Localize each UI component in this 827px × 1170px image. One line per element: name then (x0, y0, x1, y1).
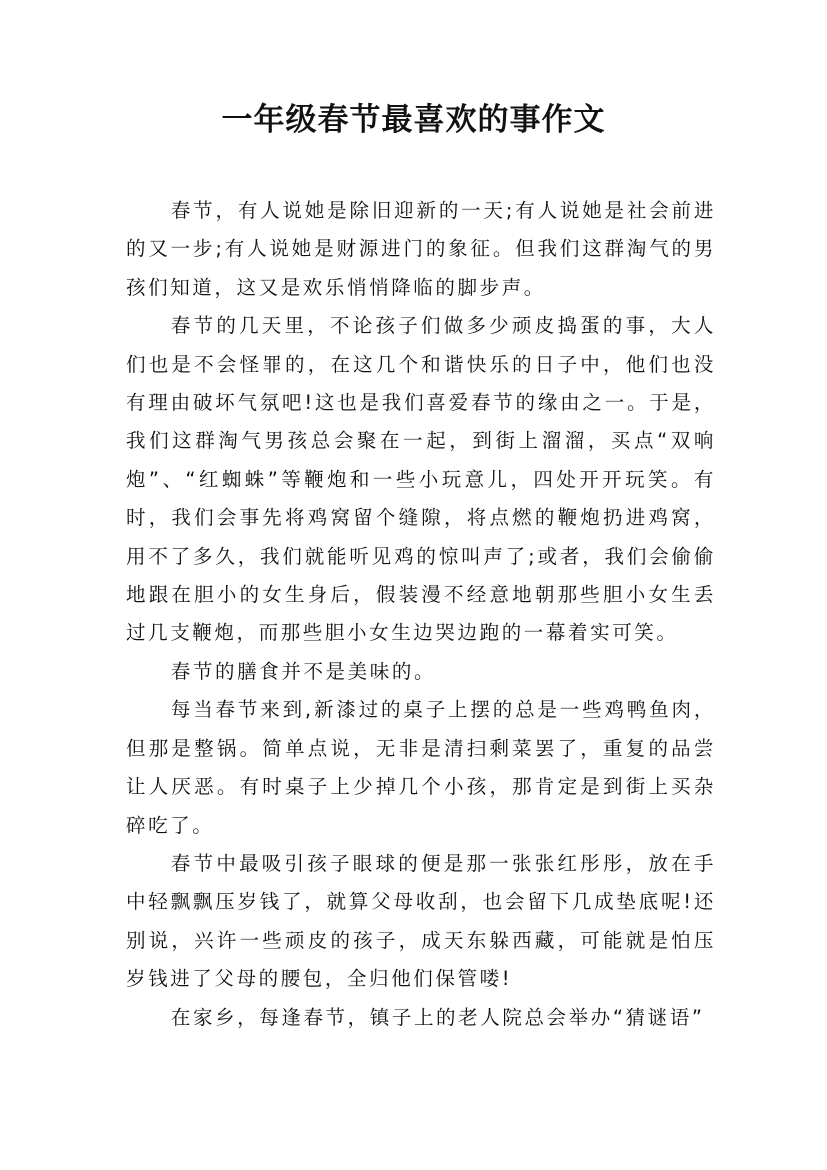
document-title: 一年级春节最喜欢的事作文 (221, 102, 606, 138)
paragraph: 春节，有人说她是除旧迎新的一天;有人说她是社会前进的又一步;有人说她是财源进门的象征。但我们这群淘气的男孩们知道，这又是欢乐悄悄降临的脚步声。 (126, 199, 716, 299)
paragraph: 在家乡，每逢春节，镇子上的老人院总会举办“猜谜语” (170, 1005, 705, 1029)
paragraph: 春节中最吸引孩子眼球的便是那一张张红彤彤，放在手中轻飘飘压岁钱了，就算父母收刮，也会留下几成垫底呢!还别说，兴许一些顽皮的孩子，成天东躲西藏，可能就是怕压岁钱进了父母的腰包，全归他们保管喽! (126, 851, 716, 991)
document-body (126, 192, 716, 1037)
paragraph: 春节的膳食并不是美味的。 (170, 659, 437, 683)
paragraph: 每当春节来到,新漆过的桌子上摆的总是一些鸡鸭鱼肉，但那是整锅。简单点说，无非是清扫剩菜罢了，重复的品尝让人厌恶。有时桌子上少掉几个小孩，那肯定是到街上买杂碎吃了。 (126, 698, 716, 837)
paragraph: 春节的几天里，不论孩子们做多少顽皮捣蛋的事，大人们也是不会怪罪的，在这几个和谐快乐的日子中，他们也没有理由破坏气氛吧!这也是我们喜爱春节的缘由之一。于是，我们这群淘气男孩总会聚在一起，到街上溜溜，买点“双响炮”、“红蜘蛛”等鞭炮和一些小玩意儿，四处开开玩笑。有时，我们会事先将鸡窝留个缝隙，将点燃的鞭炮扔进鸡窝，用不了多久，我们就能听见鸡的惊叫声了;或者，我们会偷偷地跟在胆小的女生身后，假装漫不经意地朝那些胆小女生丢过几支鞭炮，而那些胆小女生边哭边跑的一幕着实可笑。 (126, 314, 716, 645)
